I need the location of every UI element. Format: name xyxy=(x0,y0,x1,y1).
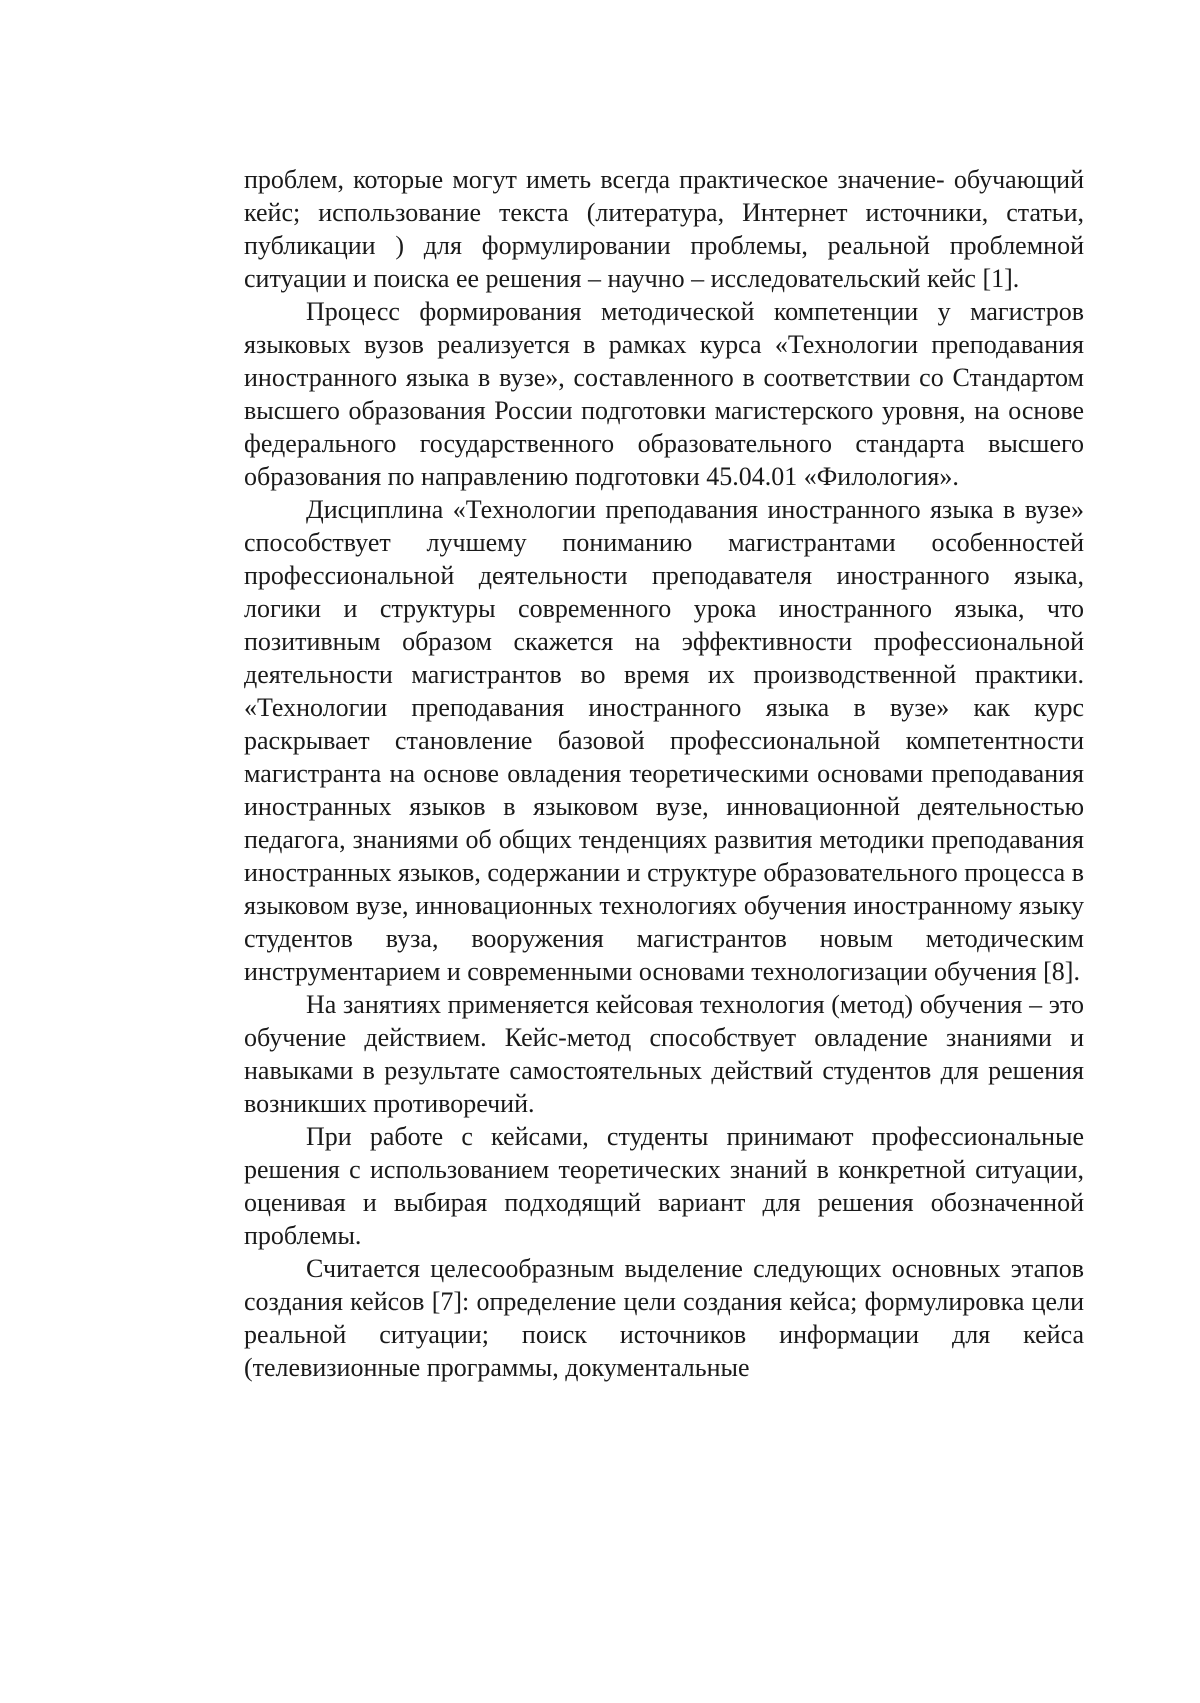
body-text xyxy=(244,163,1084,1384)
paragraph-methodical-competence: Процесс формирования методической компетенции у магистров языковых вузов реализуется в рамках курса «Технологии преподавания иностранного языка в вузе», составленного в соответствии со Стандартом высшего образования России подготовки магистерского уровня, на основе федерального государственного образовательного стандарта высшего образования по направлению подготовки 45.04.01 «Филология». xyxy=(244,295,1084,493)
paragraph-discipline: Дисциплина «Технологии преподавания иностранного языка в вузе» способствует лучшему пониманию магистрантами особенностей профессиональной деятельности преподавателя иностранного языка, логики и структуры современного урока иностранного языка, что позитивным образом скажется на эффективности профессиональной деятельности магистрантов во время их производственной практики. «Технологии преподавания иностранного языка в вузе» как курс раскрывает становление базовой профессиональной компетентности магистранта на основе овладения теоретическими основами преподавания иностранных языков в языковом вузе, инновационной деятельностью педагога, знаниями об общих тенденциях развития методики преподавания иностранных языков, содержании и структуре образовательного процесса в языковом вузе, инновационных технологиях обучения иностранному языку студентов вуза, вооружения магистрантов новым методическим инструментарием и современными основами технологизации обучения [8]. xyxy=(244,493,1084,988)
document-page xyxy=(0,0,1200,1703)
paragraph-case-technology: На занятиях применяется кейсовая технология (метод) обучения – это обучение действием. Кейс-метод способствует овладение знаниями и навыками в результате самостоятельных действий студентов для решения возникших противоречий. xyxy=(244,988,1084,1120)
paragraph-case-creation-stages: Считается целесообразным выделение следующих основных этапов создания кейсов [7]: определение цели создания кейса; формулировка цели реальной ситуации; поиск источников информации для кейса (телевизионные программы, документальные xyxy=(244,1252,1084,1384)
paragraph-continuation: проблем, которые могут иметь всегда практическое значение- обучающий кейс; использование текста (литература, Интернет источники, статьи, публикации ) для формулировании проблемы, реальной проблемной ситуации и поиска ее решения – научно – исследовательский кейс [1]. xyxy=(244,163,1084,295)
paragraph-working-with-cases: При работе с кейсами, студенты принимают профессиональные решения с использованием теоретических знаний в конкретной ситуации, оценивая и выбирая подходящий вариант для решения обозначенной проблемы. xyxy=(244,1120,1084,1252)
